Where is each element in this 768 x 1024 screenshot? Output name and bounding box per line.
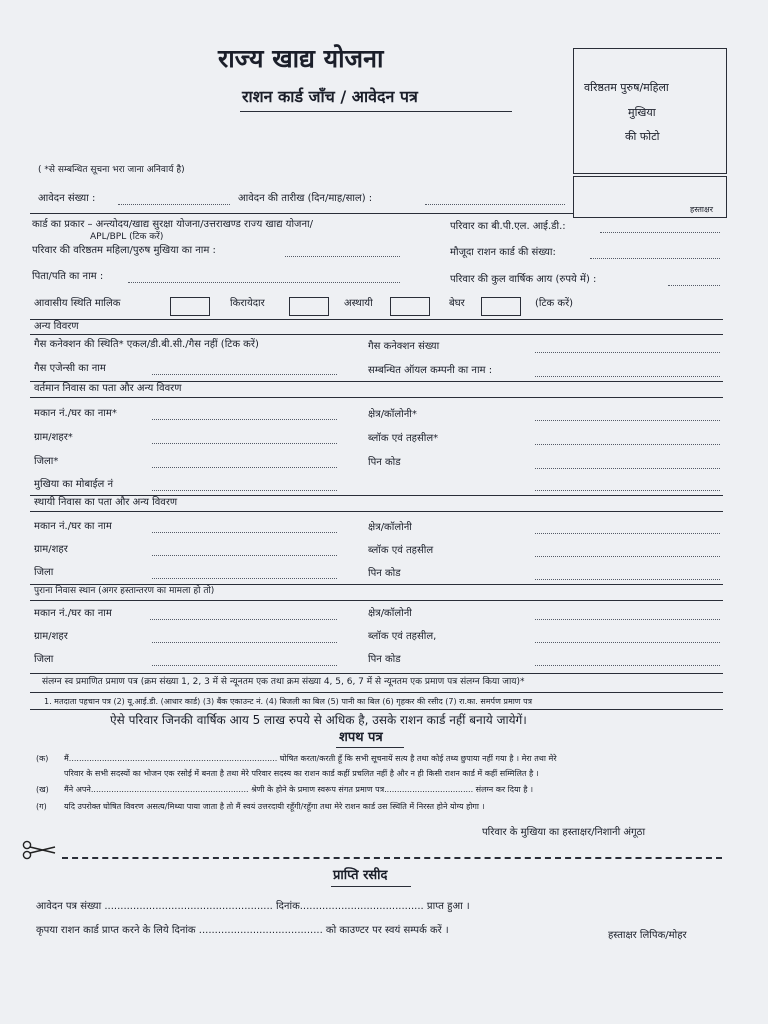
permanent-area-field[interactable]: [535, 533, 720, 534]
old-area-label: क्षेत्र/कॉलोनी: [368, 608, 412, 619]
receipt-heading: प्राप्ति रसीद: [333, 868, 388, 883]
head-name-label: परिवार की वरिष्ठतम महिला/पुरुष मुखिया का नाम :: [32, 245, 216, 256]
current-house-field[interactable]: [152, 419, 337, 420]
affidavit-heading: शपथ पत्र: [339, 730, 383, 745]
old-block-label: ब्लॉक एवं तहसील,: [368, 631, 437, 642]
current-address-heading: वर्तमान निवास का पता और अन्य विवरण: [34, 383, 182, 394]
bpl-id-field[interactable]: [600, 232, 720, 233]
application-date-field[interactable]: [425, 204, 565, 205]
current-village-label: ग्राम/शहर*: [34, 432, 73, 443]
head-name-field[interactable]: [285, 256, 400, 257]
application-number-label: आवेदन संख्या :: [38, 193, 96, 204]
gas-status-label: गैस कनेक्शन की स्थिति* एकल/डी.बी.सी./गैस नहीं (टिक करें): [34, 339, 259, 350]
affidavit-mark-b: (ख): [36, 785, 49, 794]
application-date-label: आवेदन की तारीख (दिन/माह/साल) :: [238, 193, 373, 204]
current-pin-label: पिन कोड: [368, 457, 401, 468]
signature-box-label: हस्ताक्षर: [690, 205, 713, 214]
mobile-field[interactable]: [152, 490, 337, 491]
photo-box-line1: वरिष्ठतम पुरुष/महिला: [584, 81, 669, 94]
current-card-label: मौजूदा राशन कार्ड की संख्या:: [450, 247, 556, 258]
residence-option-homeless: बेघर: [449, 298, 465, 309]
current-card-field[interactable]: [590, 258, 720, 259]
card-type-sub: APL/BPL (टिक करें): [90, 232, 164, 242]
income-notice: ऐसे परिवार जिनकी वार्षिक आय 5 लाख रुपये से अधिक है, उसके राशन कार्ड नहीं बनाये जायेगें।: [110, 713, 527, 727]
mobile-label: मुखिया का मोबाईल नं: [34, 479, 114, 490]
old-pin-field[interactable]: [535, 665, 720, 666]
other-details-heading: अन्य विवरण: [34, 321, 79, 332]
card-type-label: कार्ड का प्रकार – अन्त्योदय/खाद्य सुरक्षा योजना/उत्तराखण्ड राज्य खाद्य योजना/: [32, 219, 313, 230]
mandatory-note: ( *से सम्बन्धित सूचना भरा जाना अनिवार्य है): [38, 165, 185, 175]
permanent-address-heading: स्थायी निवास का पता और अन्य विवरण: [34, 497, 178, 508]
gas-number-label: गैस कनेक्शन संख्या: [368, 341, 440, 352]
affidavit-clause-a: मैं.................................................................................. घोषित करता/करती हूँ कि सभी सूचनायें सत्य है तथा कोई तथ्य छुपाया नहीं गया है । मेरा तथा मेरे: [64, 754, 557, 763]
permanent-district-label: जिला: [34, 567, 54, 578]
affidavit-clause-c: यदि उपरोक्त घोषित विवरण असत्य/मिथ्या पाया जाता है तो मैं स्वयं उत्तरदायी रहूँगी/रहूँगा तथा मेरे राशन कार्ड उस स्थिति में निरस्त होने योग्य होगा ।: [64, 802, 485, 811]
bpl-id-label: परिवार का बी.पी.एल. आई.डी.:: [450, 221, 566, 232]
permanent-pin-label: पिन कोड: [368, 568, 401, 579]
permanent-village-label: ग्राम/शहर: [34, 544, 68, 555]
homeless-checkbox[interactable]: [481, 297, 521, 316]
permanent-pin-field[interactable]: [535, 579, 720, 580]
gas-agency-label: गैस एजेन्सी का नाम: [34, 363, 106, 374]
application-number-field[interactable]: [118, 204, 230, 205]
old-block-field[interactable]: [535, 642, 720, 643]
owner-checkbox[interactable]: [170, 297, 210, 316]
receipt-line-1: आवेदन पत्र संख्या ..................................................... दिनांक....................................... प्राप्त हुआ ।: [36, 901, 470, 912]
old-address-heading: पुराना निवास स्थान (अगर हस्तान्तरण का मामला हो तो): [34, 586, 215, 596]
current-block-label: ब्लॉक एवं तहसील*: [368, 433, 439, 444]
affidavit-clause-a-cont: परिवार के सभी सदस्यों का भोजन एक रसोई में बनता है तथा मेरे परिवार सदस्य का राशन कार्ड कहीं प्रचलित नहीं है और न ही किसी राशन कार्ड में कहीं सम्मिलित है ।: [64, 769, 539, 778]
head-signature-label: परिवार के मुखिया का हस्ताक्षर/निशानी अंगूठा: [482, 827, 646, 838]
form-subtitle: राशन कार्ड जाँच / आवेदन पत्र: [242, 87, 418, 106]
income-field[interactable]: [668, 285, 720, 286]
old-house-label: मकान नं./घर का नाम: [34, 608, 112, 619]
residence-tick: (टिक करें): [535, 298, 574, 309]
current-area-label: क्षेत्र/कॉलोनी*: [368, 409, 417, 420]
father-name-label: पिता/पति का नाम :: [32, 271, 104, 282]
affidavit-clause-b: मैंने अपने.............................................................. श्रेणी के होने के प्रमाण स्वरूप संगत प्रमाण पत्र................................... संलग्न कर दिया है ।: [64, 785, 534, 794]
current-district-field[interactable]: [152, 467, 337, 468]
old-district-field[interactable]: [152, 665, 337, 666]
temporary-checkbox[interactable]: [390, 297, 430, 316]
attachments-instruction: संलग्न स्व प्रमाणित प्रमाण पत्र (क्रम संख्या 1, 2, 3 में से न्यूनतम एक तथा क्रम संख्या 4, 5, 6, 7 में से न्यूनतम एक प्रमाण पत्र संलग्न किया जाय)*: [42, 677, 525, 687]
attachments-list: 1. मतदाता पहचान पत्र (2) यू.आई.डी. (आधार कार्ड) (3) बैंक एकाउन्ट नं. (4) बिजली का बिल (5) पानी का बिल (6) गृहकर की रसीद (7) रा.का. समर्पण प्रमाण पत्र: [44, 697, 533, 706]
old-pin-label: पिन कोड: [368, 654, 401, 665]
residence-label: आवासीय स्थिति मालिक: [34, 298, 121, 309]
affidavit-mark-c: (ग): [36, 802, 47, 811]
scissors-icon: [22, 840, 58, 860]
current-block-field[interactable]: [535, 444, 720, 445]
cut-line: [62, 857, 722, 859]
permanent-district-field[interactable]: [152, 578, 337, 579]
current-house-label: मकान नं./घर का नाम*: [34, 408, 117, 419]
permanent-house-field[interactable]: [152, 532, 337, 533]
old-area-field[interactable]: [535, 619, 720, 620]
father-name-field[interactable]: [128, 282, 400, 283]
tenant-checkbox[interactable]: [289, 297, 329, 316]
residence-option-tenant: किरायेदार: [230, 298, 265, 309]
photo-box-line3: की फोटो: [625, 130, 660, 143]
current-village-field[interactable]: [152, 443, 337, 444]
photo-box-line2: मुखिया: [628, 106, 656, 119]
old-district-label: जिला: [34, 654, 54, 665]
permanent-village-field[interactable]: [152, 555, 337, 556]
receipt-line-2: कृपया राशन कार्ड प्राप्त करने के लिये दिनांक ....................................... को काउण्टर पर स्वयं सम्पर्क करें ।: [36, 925, 449, 936]
current-area-field[interactable]: [535, 420, 720, 421]
permanent-area-label: क्षेत्र/कॉलोनी: [368, 522, 412, 533]
current-pin-field[interactable]: [535, 468, 720, 469]
clerk-signature-label: हस्ताक्षर लिपिक/मोहर: [608, 930, 687, 941]
affidavit-mark-a: (क): [36, 754, 49, 763]
oil-company-field[interactable]: [535, 376, 720, 377]
gas-number-field[interactable]: [535, 352, 720, 353]
permanent-block-label: ब्लॉक एवं तहसील: [368, 545, 434, 556]
residence-option-temporary: अस्थायी: [344, 298, 373, 309]
current-district-label: जिला*: [34, 456, 59, 467]
form-title: राज्य खाद्य योजना: [218, 44, 384, 73]
old-village-field[interactable]: [152, 642, 337, 643]
income-label: परिवार की कुल वार्षिक आय (रुपये में) :: [450, 274, 597, 285]
old-house-field[interactable]: [150, 619, 337, 620]
permanent-block-field[interactable]: [535, 556, 720, 557]
old-village-label: ग्राम/शहर: [34, 631, 68, 642]
permanent-house-label: मकान नं./घर का नाम: [34, 521, 112, 532]
oil-company-label: सम्बन्धित ऑयल कम्पनी का नाम :: [368, 365, 493, 376]
gas-agency-field[interactable]: [152, 374, 337, 375]
